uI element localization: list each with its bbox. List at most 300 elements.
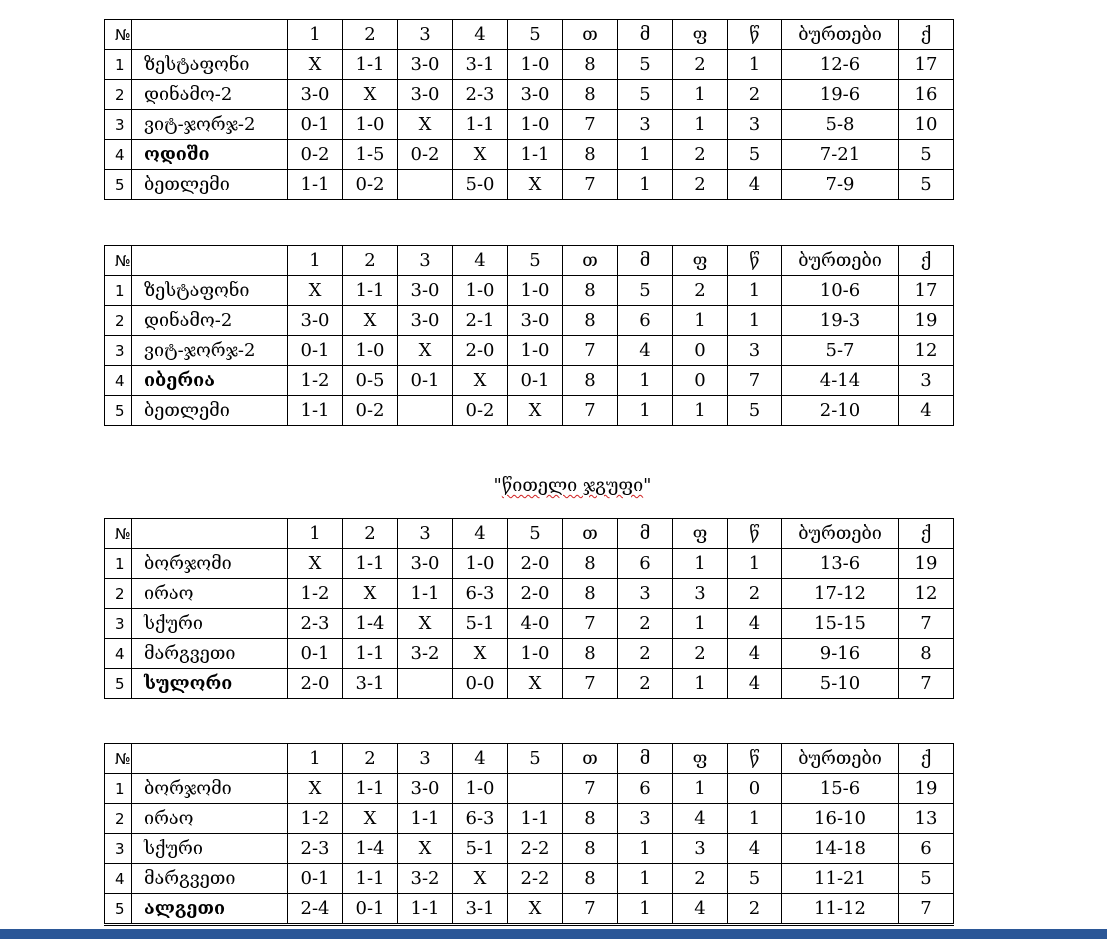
played-count: 8 bbox=[563, 804, 618, 834]
match-result: 1-0 bbox=[508, 639, 563, 669]
draws-count: 1 bbox=[673, 80, 728, 110]
table-row bbox=[105, 834, 954, 864]
team-name: ზესტაფონი bbox=[132, 50, 288, 80]
draws-count: 2 bbox=[673, 639, 728, 669]
losses-count: 1 bbox=[728, 50, 782, 80]
header-played: თ bbox=[563, 744, 618, 774]
header-opponent-2: 2 bbox=[343, 20, 398, 50]
header-opponent-1: 1 bbox=[288, 744, 343, 774]
header-draw: ფ bbox=[673, 20, 728, 50]
losses-count: 4 bbox=[728, 669, 782, 699]
match-result: 0-1 bbox=[288, 864, 343, 894]
draws-count: 0 bbox=[673, 336, 728, 366]
team-name: სქური bbox=[132, 609, 288, 639]
header-points: ქ bbox=[899, 246, 954, 276]
header-row bbox=[105, 20, 954, 50]
goals-score: 15-15 bbox=[782, 609, 899, 639]
match-result bbox=[398, 669, 453, 699]
row-number: 2 bbox=[105, 804, 132, 834]
header-number: № bbox=[105, 20, 132, 50]
wins-count: 5 bbox=[618, 50, 673, 80]
row-number: 5 bbox=[105, 170, 132, 200]
team-name: ირაო bbox=[132, 804, 288, 834]
match-result: 1-0 bbox=[343, 336, 398, 366]
team-name: დინამო-2 bbox=[132, 80, 288, 110]
header-lost: წ bbox=[728, 20, 782, 50]
row-number: 5 bbox=[105, 396, 132, 426]
match-result: 3-0 bbox=[288, 80, 343, 110]
wins-count: 2 bbox=[618, 639, 673, 669]
points-value: 13 bbox=[899, 804, 954, 834]
wins-count: 3 bbox=[618, 110, 673, 140]
match-result: 4-0 bbox=[508, 609, 563, 639]
match-result: X bbox=[508, 669, 563, 699]
match-result: 1-1 bbox=[288, 170, 343, 200]
header-opponent-4: 4 bbox=[453, 20, 508, 50]
header-opponent-3: 3 bbox=[398, 20, 453, 50]
match-result: 1-1 bbox=[343, 774, 398, 804]
match-result: X bbox=[508, 170, 563, 200]
match-result: X bbox=[398, 110, 453, 140]
match-result: 2-1 bbox=[453, 306, 508, 336]
header-opponent-5: 5 bbox=[508, 20, 563, 50]
row-number: 1 bbox=[105, 774, 132, 804]
match-result: 2-3 bbox=[288, 609, 343, 639]
goals-score: 9-16 bbox=[782, 639, 899, 669]
points-value: 4 bbox=[899, 396, 954, 426]
draws-count: 4 bbox=[673, 804, 728, 834]
wins-count: 1 bbox=[618, 864, 673, 894]
match-result: X bbox=[288, 276, 343, 306]
losses-count: 1 bbox=[728, 804, 782, 834]
match-result: 0-1 bbox=[343, 894, 398, 925]
header-opponent-5: 5 bbox=[508, 246, 563, 276]
match-result: 1-1 bbox=[343, 50, 398, 80]
standings-table-1 bbox=[104, 19, 954, 200]
header-number: № bbox=[105, 519, 132, 549]
row-number: 4 bbox=[105, 140, 132, 170]
table-row bbox=[105, 50, 954, 80]
header-won: მ bbox=[618, 744, 673, 774]
match-result: 3-0 bbox=[398, 50, 453, 80]
points-value: 17 bbox=[899, 276, 954, 306]
header-won: მ bbox=[618, 246, 673, 276]
match-result: 3-1 bbox=[453, 894, 508, 925]
points-value: 5 bbox=[899, 140, 954, 170]
draws-count: 4 bbox=[673, 894, 728, 925]
match-result: 1-1 bbox=[508, 140, 563, 170]
table-row bbox=[105, 774, 954, 804]
match-result: 0-2 bbox=[398, 140, 453, 170]
header-draw: ფ bbox=[673, 744, 728, 774]
match-result: X bbox=[343, 579, 398, 609]
played-count: 8 bbox=[563, 639, 618, 669]
match-result: X bbox=[453, 864, 508, 894]
draws-count: 0 bbox=[673, 366, 728, 396]
goals-score: 5-7 bbox=[782, 336, 899, 366]
table-row bbox=[105, 804, 954, 834]
match-result: 2-0 bbox=[508, 549, 563, 579]
match-result: 0-0 bbox=[453, 669, 508, 699]
played-count: 7 bbox=[563, 396, 618, 426]
match-result: 1-4 bbox=[343, 834, 398, 864]
match-result: 3-0 bbox=[398, 80, 453, 110]
goals-score: 13-6 bbox=[782, 549, 899, 579]
match-result: 3-0 bbox=[398, 306, 453, 336]
match-result: 1-1 bbox=[398, 579, 453, 609]
played-count: 8 bbox=[563, 140, 618, 170]
wins-count: 3 bbox=[618, 804, 673, 834]
wins-count: 1 bbox=[618, 396, 673, 426]
header-row bbox=[105, 519, 954, 549]
match-result: X bbox=[343, 80, 398, 110]
match-result: 1-0 bbox=[508, 110, 563, 140]
draws-count: 1 bbox=[673, 549, 728, 579]
losses-count: 7 bbox=[728, 366, 782, 396]
match-result: 3-1 bbox=[453, 50, 508, 80]
header-opponent-3: 3 bbox=[398, 246, 453, 276]
header-played: თ bbox=[563, 519, 618, 549]
header-number: № bbox=[105, 744, 132, 774]
match-result: 3-2 bbox=[398, 864, 453, 894]
header-team bbox=[132, 20, 288, 50]
draws-count: 2 bbox=[673, 140, 728, 170]
row-number: 5 bbox=[105, 669, 132, 699]
match-result: 1-2 bbox=[288, 579, 343, 609]
row-number: 3 bbox=[105, 110, 132, 140]
match-result: 1-1 bbox=[288, 396, 343, 426]
match-result bbox=[398, 396, 453, 426]
standings-table-2 bbox=[104, 245, 954, 426]
header-opponent-2: 2 bbox=[343, 246, 398, 276]
header-points: ქ bbox=[899, 519, 954, 549]
match-result: 5-1 bbox=[453, 834, 508, 864]
points-value: 7 bbox=[899, 669, 954, 699]
goals-score: 11-21 bbox=[782, 864, 899, 894]
losses-count: 2 bbox=[728, 80, 782, 110]
wins-count: 2 bbox=[618, 609, 673, 639]
match-result: 3-0 bbox=[398, 549, 453, 579]
goals-score: 12-6 bbox=[782, 50, 899, 80]
match-result: X bbox=[398, 336, 453, 366]
match-result: 1-4 bbox=[343, 609, 398, 639]
header-opponent-1: 1 bbox=[288, 519, 343, 549]
header-opponent-3: 3 bbox=[398, 744, 453, 774]
match-result: 0-1 bbox=[288, 336, 343, 366]
losses-count: 2 bbox=[728, 579, 782, 609]
played-count: 7 bbox=[563, 110, 618, 140]
played-count: 7 bbox=[563, 609, 618, 639]
team-name: დინამო-2 bbox=[132, 306, 288, 336]
goals-score: 5-10 bbox=[782, 669, 899, 699]
header-opponent-2: 2 bbox=[343, 519, 398, 549]
played-count: 7 bbox=[563, 170, 618, 200]
header-opponent-3: 3 bbox=[398, 519, 453, 549]
points-value: 16 bbox=[899, 80, 954, 110]
draws-count: 1 bbox=[673, 110, 728, 140]
points-value: 19 bbox=[899, 774, 954, 804]
header-goals: ბურთები bbox=[782, 519, 899, 549]
row-number: 4 bbox=[105, 639, 132, 669]
match-result: 2-0 bbox=[508, 579, 563, 609]
match-result: 3-0 bbox=[398, 276, 453, 306]
header-points: ქ bbox=[899, 20, 954, 50]
header-points: ქ bbox=[899, 744, 954, 774]
header-opponent-2: 2 bbox=[343, 744, 398, 774]
losses-count: 1 bbox=[728, 306, 782, 336]
match-result: X bbox=[288, 50, 343, 80]
table-row bbox=[105, 306, 954, 336]
header-row bbox=[105, 744, 954, 774]
match-result: X bbox=[288, 774, 343, 804]
row-number: 5 bbox=[105, 894, 132, 925]
match-result: 1-2 bbox=[288, 366, 343, 396]
header-team bbox=[132, 519, 288, 549]
played-count: 7 bbox=[563, 894, 618, 925]
played-count: 8 bbox=[563, 306, 618, 336]
header-opponent-5: 5 bbox=[508, 744, 563, 774]
wins-count: 4 bbox=[618, 336, 673, 366]
match-result bbox=[398, 170, 453, 200]
match-result: 1-1 bbox=[453, 110, 508, 140]
points-value: 19 bbox=[899, 549, 954, 579]
match-result: 2-0 bbox=[453, 336, 508, 366]
table-row bbox=[105, 396, 954, 426]
points-value: 12 bbox=[899, 336, 954, 366]
wins-count: 6 bbox=[618, 774, 673, 804]
wins-count: 1 bbox=[618, 366, 673, 396]
team-name: ირაო bbox=[132, 579, 288, 609]
match-result: 1-1 bbox=[343, 639, 398, 669]
played-count: 8 bbox=[563, 834, 618, 864]
points-value: 17 bbox=[899, 50, 954, 80]
losses-count: 5 bbox=[728, 864, 782, 894]
header-team bbox=[132, 246, 288, 276]
header-goals: ბურთები bbox=[782, 246, 899, 276]
losses-count: 3 bbox=[728, 110, 782, 140]
played-count: 8 bbox=[563, 366, 618, 396]
match-result: 1-0 bbox=[508, 276, 563, 306]
row-number: 1 bbox=[105, 50, 132, 80]
draws-count: 1 bbox=[673, 669, 728, 699]
match-result: 5-1 bbox=[453, 609, 508, 639]
played-count: 7 bbox=[563, 336, 618, 366]
match-result: 0-1 bbox=[508, 366, 563, 396]
header-draw: ფ bbox=[673, 246, 728, 276]
table-row bbox=[105, 609, 954, 639]
header-opponent-1: 1 bbox=[288, 246, 343, 276]
points-value: 6 bbox=[899, 834, 954, 864]
match-result: 0-2 bbox=[453, 396, 508, 426]
wins-count: 5 bbox=[618, 276, 673, 306]
match-result: 2-4 bbox=[288, 894, 343, 925]
wins-count: 6 bbox=[618, 549, 673, 579]
table-row bbox=[105, 170, 954, 200]
wins-count: 6 bbox=[618, 306, 673, 336]
team-name: ოდიში bbox=[132, 140, 288, 170]
draws-count: 1 bbox=[673, 306, 728, 336]
goals-score: 10-6 bbox=[782, 276, 899, 306]
match-result: 2-0 bbox=[288, 669, 343, 699]
team-name: მარგვეთი bbox=[132, 639, 288, 669]
wins-count: 1 bbox=[618, 140, 673, 170]
played-count: 8 bbox=[563, 549, 618, 579]
points-value: 10 bbox=[899, 110, 954, 140]
header-goals: ბურთები bbox=[782, 20, 899, 50]
match-result: X bbox=[343, 804, 398, 834]
points-value: 5 bbox=[899, 170, 954, 200]
points-value: 8 bbox=[899, 639, 954, 669]
match-result: 2-3 bbox=[453, 80, 508, 110]
match-result: 1-0 bbox=[508, 336, 563, 366]
losses-count: 5 bbox=[728, 140, 782, 170]
team-name: სქური bbox=[132, 834, 288, 864]
match-result: X bbox=[508, 396, 563, 426]
wins-count: 1 bbox=[618, 834, 673, 864]
header-opponent-5: 5 bbox=[508, 519, 563, 549]
losses-count: 4 bbox=[728, 609, 782, 639]
goals-score: 4-14 bbox=[782, 366, 899, 396]
match-result: 2-2 bbox=[508, 864, 563, 894]
goals-score: 11-12 bbox=[782, 894, 899, 925]
match-result: 1-5 bbox=[343, 140, 398, 170]
row-number: 2 bbox=[105, 306, 132, 336]
played-count: 8 bbox=[563, 80, 618, 110]
match-result: X bbox=[453, 366, 508, 396]
team-name: ალგეთი bbox=[132, 894, 288, 925]
losses-count: 1 bbox=[728, 549, 782, 579]
match-result: 1-1 bbox=[343, 276, 398, 306]
table-row bbox=[105, 549, 954, 579]
row-number: 1 bbox=[105, 276, 132, 306]
table-row bbox=[105, 894, 954, 925]
losses-count: 3 bbox=[728, 336, 782, 366]
team-name: ვიტ-ჯორჯ-2 bbox=[132, 110, 288, 140]
losses-count: 1 bbox=[728, 276, 782, 306]
match-result bbox=[508, 774, 563, 804]
points-value: 5 bbox=[899, 864, 954, 894]
standings-table-3 bbox=[104, 518, 954, 699]
goals-score: 7-9 bbox=[782, 170, 899, 200]
match-result: 0-1 bbox=[288, 639, 343, 669]
table-row bbox=[105, 639, 954, 669]
header-draw: ფ bbox=[673, 519, 728, 549]
match-result: 3-0 bbox=[288, 306, 343, 336]
goals-score: 7-21 bbox=[782, 140, 899, 170]
match-result: 3-2 bbox=[398, 639, 453, 669]
row-number: 3 bbox=[105, 834, 132, 864]
points-value: 7 bbox=[899, 894, 954, 925]
header-lost: წ bbox=[728, 246, 782, 276]
table-row bbox=[105, 80, 954, 110]
header-opponent-4: 4 bbox=[453, 246, 508, 276]
row-number: 4 bbox=[105, 864, 132, 894]
goals-score: 17-12 bbox=[782, 579, 899, 609]
team-name: მარგვეთი bbox=[132, 864, 288, 894]
header-played: თ bbox=[563, 20, 618, 50]
draws-count: 3 bbox=[673, 834, 728, 864]
match-result: 1-1 bbox=[343, 549, 398, 579]
team-name: ბორჯომი bbox=[132, 774, 288, 804]
match-result: X bbox=[453, 140, 508, 170]
row-number: 3 bbox=[105, 336, 132, 366]
goals-score: 14-18 bbox=[782, 834, 899, 864]
goals-score: 16-10 bbox=[782, 804, 899, 834]
match-result: 1-0 bbox=[453, 276, 508, 306]
header-row bbox=[105, 246, 954, 276]
match-result: 0-2 bbox=[343, 396, 398, 426]
played-count: 7 bbox=[563, 774, 618, 804]
losses-count: 2 bbox=[728, 894, 782, 925]
table-row bbox=[105, 276, 954, 306]
losses-count: 0 bbox=[728, 774, 782, 804]
table-row bbox=[105, 140, 954, 170]
draws-count: 3 bbox=[673, 579, 728, 609]
table-row bbox=[105, 336, 954, 366]
row-number: 2 bbox=[105, 579, 132, 609]
wins-count: 1 bbox=[618, 170, 673, 200]
row-number: 4 bbox=[105, 366, 132, 396]
table-row bbox=[105, 366, 954, 396]
header-played: თ bbox=[563, 246, 618, 276]
match-result: 1-2 bbox=[288, 804, 343, 834]
group-title bbox=[0, 475, 1107, 496]
wins-count: 2 bbox=[618, 669, 673, 699]
match-result: 3-0 bbox=[398, 774, 453, 804]
goals-score: 19-3 bbox=[782, 306, 899, 336]
match-result: 2-3 bbox=[288, 834, 343, 864]
row-number: 3 bbox=[105, 609, 132, 639]
header-opponent-1: 1 bbox=[288, 20, 343, 50]
row-number: 2 bbox=[105, 80, 132, 110]
team-name: ზესტაფონი bbox=[132, 276, 288, 306]
header-lost: წ bbox=[728, 519, 782, 549]
draws-count: 2 bbox=[673, 864, 728, 894]
match-result: 0-2 bbox=[343, 170, 398, 200]
match-result: 6-3 bbox=[453, 804, 508, 834]
header-goals: ბურთები bbox=[782, 744, 899, 774]
points-value: 19 bbox=[899, 306, 954, 336]
draws-count: 2 bbox=[673, 170, 728, 200]
header-lost: წ bbox=[728, 744, 782, 774]
group-title-open-quote: " bbox=[493, 475, 502, 496]
losses-count: 5 bbox=[728, 396, 782, 426]
window-bottom-bar bbox=[0, 929, 1107, 939]
goals-score: 15-6 bbox=[782, 774, 899, 804]
goals-score: 19-6 bbox=[782, 80, 899, 110]
match-result: 1-0 bbox=[343, 110, 398, 140]
table-row bbox=[105, 669, 954, 699]
team-name: ვიტ-ჯორჯ-2 bbox=[132, 336, 288, 366]
match-result: 0-5 bbox=[343, 366, 398, 396]
played-count: 8 bbox=[563, 579, 618, 609]
team-name: ბეთლემი bbox=[132, 170, 288, 200]
match-result: 3-1 bbox=[343, 669, 398, 699]
header-won: მ bbox=[618, 20, 673, 50]
wins-count: 5 bbox=[618, 80, 673, 110]
match-result: X bbox=[398, 834, 453, 864]
team-name: ბორჯომი bbox=[132, 549, 288, 579]
match-result: 1-0 bbox=[453, 549, 508, 579]
group-title-text: წითელი ჯგუფი bbox=[501, 475, 644, 496]
group-title-close-quote: " bbox=[643, 475, 652, 496]
draws-count: 2 bbox=[673, 50, 728, 80]
match-result: 2-2 bbox=[508, 834, 563, 864]
match-result: 1-1 bbox=[508, 804, 563, 834]
played-count: 8 bbox=[563, 276, 618, 306]
played-count: 8 bbox=[563, 864, 618, 894]
table-row bbox=[105, 110, 954, 140]
